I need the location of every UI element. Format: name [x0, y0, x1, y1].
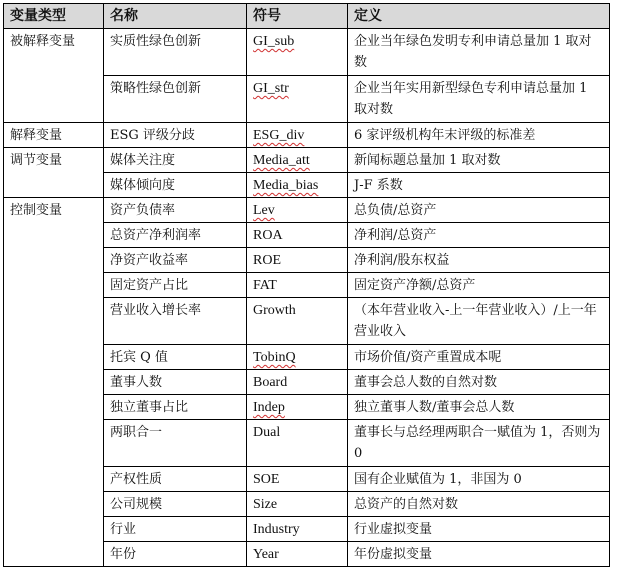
table-row — [4, 542, 610, 567]
variable-symbol-cell — [247, 492, 348, 517]
variable-definition-cell: 6 家评级机构年末评级的标准差 — [348, 123, 610, 148]
variable-symbol-cell — [247, 395, 348, 420]
variable-type-cell — [4, 248, 104, 273]
variable-definition-cell: 总资产的自然对数 — [348, 492, 610, 517]
variable-symbol-cell — [247, 420, 348, 467]
symbol-text: Year — [253, 547, 279, 562]
variable-type-cell: 被解释变量 — [4, 29, 104, 76]
variable-type-cell — [4, 420, 104, 467]
variable-name-cell: 年份 — [104, 542, 247, 567]
variable-symbol-cell — [247, 273, 348, 298]
table-row — [4, 123, 610, 148]
variable-symbol-cell — [247, 198, 348, 223]
symbol-text: ROA — [253, 228, 283, 243]
variable-definition-cell: 企业当年实用新型绿色专利申请总量加 1 取对数 — [348, 76, 610, 123]
symbol-text: Size — [253, 497, 278, 512]
variable-symbol-cell — [247, 345, 348, 370]
variable-symbol-cell — [247, 467, 348, 492]
variable-definition-cell: 董事长与总经理两职合一赋值为 1，否则为 0 — [348, 420, 610, 467]
variable-symbol-cell — [247, 298, 348, 345]
table-row — [4, 370, 610, 395]
variable-definition-cell: 董事会总人数的自然对数 — [348, 370, 610, 395]
variable-symbol-cell — [247, 223, 348, 248]
variable-name-cell: 净资产收益率 — [104, 248, 247, 273]
symbol-text: TobinQ — [253, 350, 296, 365]
variable-type-cell — [4, 370, 104, 395]
variable-type-cell — [4, 76, 104, 123]
variable-name-cell: 总资产净利润率 — [104, 223, 247, 248]
variable-name-cell: 营业收入增长率 — [104, 298, 247, 345]
variable-type-cell — [4, 542, 104, 567]
variable-type-cell — [4, 173, 104, 198]
table-row — [4, 198, 610, 223]
header-name: 名称 — [104, 4, 247, 29]
variable-name-cell: 独立董事占比 — [104, 395, 247, 420]
variable-type-cell — [4, 395, 104, 420]
table-row — [4, 420, 610, 467]
variable-symbol-cell — [247, 517, 348, 542]
variable-name-cell: 行业 — [104, 517, 247, 542]
symbol-text: GI_sub — [253, 34, 295, 49]
variable-name-cell: 公司规模 — [104, 492, 247, 517]
variable-name-cell: 策略性绿色创新 — [104, 76, 247, 123]
variable-name-cell: 媒体关注度 — [104, 148, 247, 173]
variable-type-cell — [4, 273, 104, 298]
variable-symbol-cell — [247, 173, 348, 198]
table-header-row — [4, 4, 610, 29]
variable-symbol-cell — [247, 542, 348, 567]
variable-type-cell — [4, 492, 104, 517]
table-row — [4, 223, 610, 248]
variable-symbol-cell — [247, 76, 348, 123]
variable-symbol-cell — [247, 148, 348, 173]
variable-name-cell: 两职合一 — [104, 420, 247, 467]
variable-type-cell — [4, 298, 104, 345]
table-row — [4, 273, 610, 298]
variable-definition-cell: 固定资产净额/总资产 — [348, 273, 610, 298]
variable-definition-cell: 行业虚拟变量 — [348, 517, 610, 542]
variable-name-cell: 资产负债率 — [104, 198, 247, 223]
variable-type-cell — [4, 517, 104, 542]
symbol-text: Dual — [253, 425, 281, 440]
variable-definition-cell: 净利润/总资产 — [348, 223, 610, 248]
variable-name-cell: ESG 评级分歧 — [104, 123, 247, 148]
variable-type-cell: 控制变量 — [4, 198, 104, 223]
variable-symbol-cell — [247, 248, 348, 273]
variable-type-cell: 调节变量 — [4, 148, 104, 173]
variable-type-cell: 解释变量 — [4, 123, 104, 148]
variable-definition-table — [3, 3, 610, 567]
symbol-text: Growth — [253, 303, 296, 318]
table-row — [4, 298, 610, 345]
variable-definition-cell: 国有企业赋值为 1，非国为 0 — [348, 467, 610, 492]
symbol-text: Lev — [253, 203, 275, 218]
variable-type-cell — [4, 223, 104, 248]
variable-symbol-cell — [247, 370, 348, 395]
variable-name-cell: 产权性质 — [104, 467, 247, 492]
variable-name-cell: 固定资产占比 — [104, 273, 247, 298]
variable-name-cell: 董事人数 — [104, 370, 247, 395]
variable-definition-cell: 净利润/股东权益 — [348, 248, 610, 273]
variable-definition-cell: 市场价值/资产重置成本呢 — [348, 345, 610, 370]
table-row — [4, 395, 610, 420]
table-row — [4, 345, 610, 370]
variable-definition-cell: 年份虚拟变量 — [348, 542, 610, 567]
variable-definition-cell: 独立董事人数/董事会总人数 — [348, 395, 610, 420]
variable-name-cell: 实质性绿色创新 — [104, 29, 247, 76]
symbol-text: Board — [253, 375, 288, 390]
symbol-text: SOE — [253, 472, 280, 487]
symbol-text: Industry — [253, 522, 300, 537]
table-row — [4, 148, 610, 173]
symbol-text: ROE — [253, 253, 281, 268]
variable-name-cell: 媒体倾向度 — [104, 173, 247, 198]
header-variable-type: 变量类型 — [4, 4, 104, 29]
symbol-text: ESG_div — [253, 128, 305, 143]
table-row — [4, 29, 610, 76]
header-symbol: 符号 — [247, 4, 348, 29]
table-row — [4, 467, 610, 492]
symbol-text: GI_str — [253, 81, 289, 96]
variable-definition-cell: 总负债/总资产 — [348, 198, 610, 223]
table-row — [4, 76, 610, 123]
variable-symbol-cell — [247, 123, 348, 148]
table-row — [4, 173, 610, 198]
symbol-text: Indep — [253, 400, 285, 415]
variable-name-cell: 托宾 Q 值 — [104, 345, 247, 370]
variable-symbol-cell — [247, 29, 348, 76]
symbol-text: Media_att — [253, 153, 310, 168]
table-row — [4, 248, 610, 273]
symbol-text: FAT — [253, 278, 277, 293]
variable-type-cell — [4, 345, 104, 370]
symbol-text: Media_bias — [253, 178, 319, 193]
variable-definition-cell: （本年营业收入-上一年营业收入）/上一年营业收入 — [348, 298, 610, 345]
variable-definition-cell: 企业当年绿色发明专利申请总量加 1 取对数 — [348, 29, 610, 76]
variable-definition-cell: 新闻标题总量加 1 取对数 — [348, 148, 610, 173]
table-row — [4, 517, 610, 542]
header-definition: 定义 — [348, 4, 610, 29]
table-row — [4, 492, 610, 517]
variable-type-cell — [4, 467, 104, 492]
variable-definition-cell: J-F 系数 — [348, 173, 610, 198]
